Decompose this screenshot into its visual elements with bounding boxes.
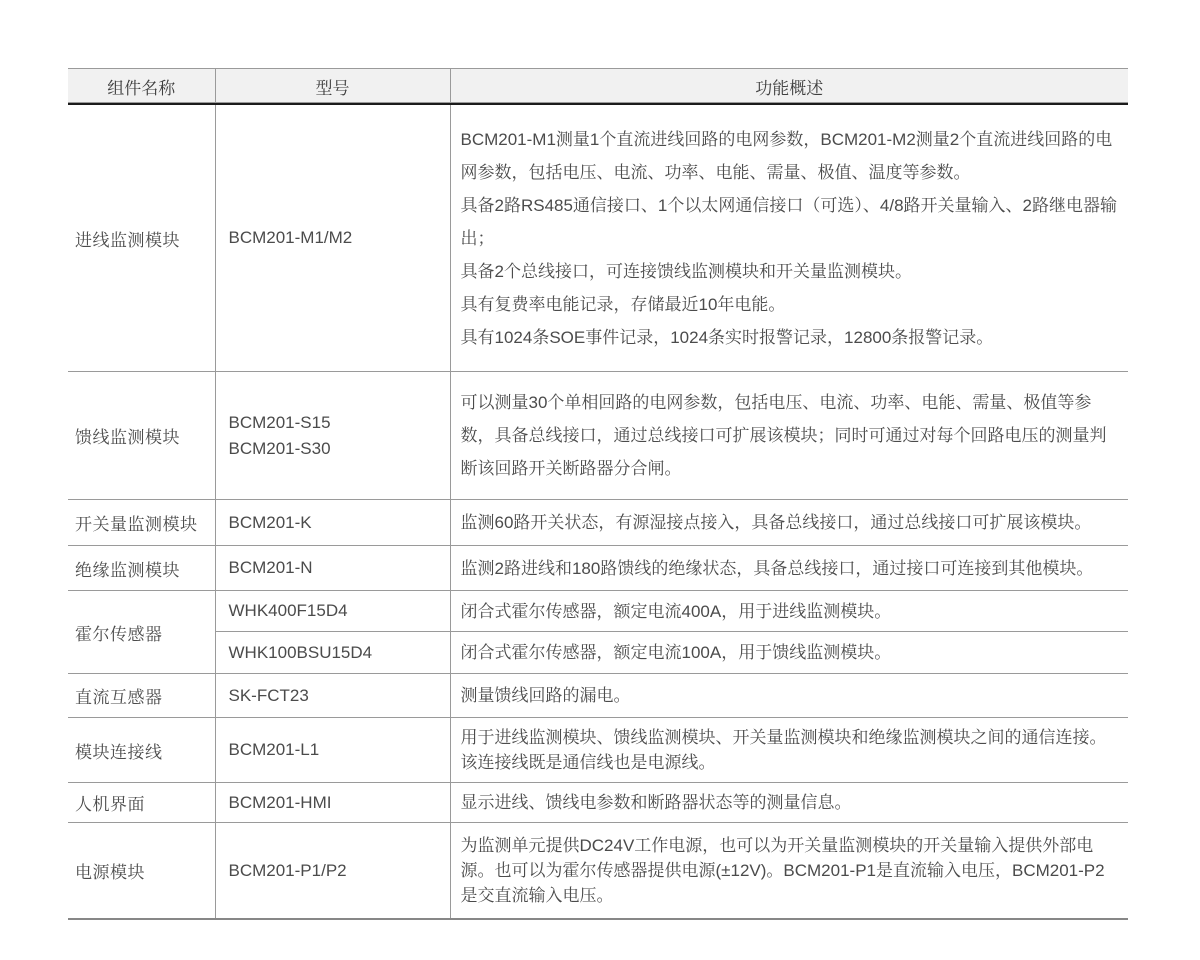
component-name-cell: 电源模块 — [68, 823, 215, 920]
function-cell — [450, 783, 1128, 823]
component-name-cell: 开关量监测模块 — [68, 500, 215, 546]
component-name-cell: 人机界面 — [68, 783, 215, 823]
function-cell — [450, 823, 1128, 920]
header-model: 型号 — [215, 69, 450, 105]
component-name-cell: 霍尔传感器 — [68, 591, 215, 674]
function-paragraph: 测量馈线回路的漏电。 — [460, 686, 631, 705]
function-cell — [450, 104, 1128, 372]
model-cell — [215, 372, 450, 500]
function-paragraph: 监测60路开关状态，有源湿接点接入，具备总线接口，通过总线接口可扩展该模块。 — [460, 513, 1092, 532]
model-line: BCM201-M1/M2 — [228, 228, 353, 247]
model-line: BCM201-L1 — [228, 740, 320, 759]
component-name-cell: 馈线监测模块 — [68, 372, 215, 500]
model-cell — [215, 783, 450, 823]
model-line: BCM201-S30 — [228, 438, 331, 458]
function-cell — [450, 500, 1128, 546]
function-cell — [450, 674, 1128, 718]
table-row-hall-sensor-100a — [68, 632, 1128, 674]
function-paragraph: 闭合式霍尔传感器，额定电流400A，用于进线监测模块。 — [460, 601, 892, 621]
function-paragraph: 闭合式霍尔传感器，额定电流100A，用于馈线监测模块。 — [460, 643, 892, 662]
function-paragraph: 监测2路进线和180路馈线的绝缘状态，具备总线接口，通过接口可连接到其他模块。 — [460, 558, 1094, 578]
model-line: WHK400F15D4 — [228, 601, 348, 620]
function-paragraph: 为监测单元提供DC24V工作电源，也可以为开关量监测模块的开关量输入提供外部电源。也可以为霍尔传感器提供电源(±12V)。BCM201-P1是直流输入电压，BCM201-P2是交直流输入电压。 — [460, 836, 1105, 905]
function-paragraph: 具备2路RS485通信接口、1个以太网通信接口（可选）、4/8路开关量输入、2路继电器输出； — [460, 195, 1117, 248]
model-line: BCM201-N — [228, 558, 313, 577]
model-line: BCM201-HMI — [228, 792, 332, 812]
function-paragraph: 具备2个总线接口，可连接馈线监测模块和开关量监测模块。 — [460, 261, 912, 281]
function-paragraph: 具有复费率电能记录，存储最近10年电能。 — [460, 294, 786, 314]
model-cell — [215, 500, 450, 546]
function-cell — [450, 632, 1128, 674]
component-name-cell: 绝缘监测模块 — [68, 546, 215, 591]
model-line: BCM201-K — [228, 512, 312, 532]
model-cell — [215, 674, 450, 718]
model-cell — [215, 632, 450, 674]
table-row-hmi — [68, 783, 1128, 823]
function-paragraph: BCM201-M1测量1个直流进线回路的电网参数，BCM201-M2测量2个直流进线回路的电网参数，包括电压、电流、功率、电能、需量、极值、温度等参数。 — [460, 129, 1113, 182]
table-row-module-cable — [68, 718, 1128, 783]
model-line: WHK100BSU15D4 — [228, 642, 373, 662]
header-function-overview: 功能概述 — [450, 69, 1128, 105]
header-component-name: 组件名称 — [68, 69, 215, 105]
component-name-cell: 进线监测模块 — [68, 104, 215, 372]
model-cell — [215, 104, 450, 372]
function-paragraph: 显示进线、馈线电参数和断路器状态等的测量信息。 — [460, 793, 852, 812]
function-paragraph: 用于进线监测模块、馈线监测模块、开关量监测模块和绝缘监测模块之间的通信连接。该连接线既是通信线也是电源线。 — [460, 728, 1107, 772]
table-row-inline-monitor — [68, 104, 1128, 372]
function-cell — [450, 591, 1128, 632]
table-row-dc-transformer — [68, 674, 1128, 718]
component-name-cell: 模块连接线 — [68, 718, 215, 783]
model-line: BCM201-S15 — [228, 412, 331, 432]
table-row-switch-monitor — [68, 500, 1128, 546]
component-name-cell: 直流互感器 — [68, 674, 215, 718]
function-paragraph: 具有1024条SOE事件记录，1024条实时报警记录，12800条报警记录。 — [460, 327, 994, 347]
model-cell — [215, 546, 450, 591]
function-cell — [450, 718, 1128, 783]
model-line: BCM201-P1/P2 — [228, 860, 347, 880]
component-spec-table — [68, 68, 1128, 920]
table-row-feeder-monitor — [68, 372, 1128, 500]
table-row-insulation-monitor — [68, 546, 1128, 591]
header-row — [68, 69, 1128, 105]
function-cell — [450, 546, 1128, 591]
model-cell — [215, 718, 450, 783]
table-row-hall-sensor-400a — [68, 591, 1128, 632]
function-cell — [450, 372, 1128, 500]
table-row-power-module — [68, 823, 1128, 920]
model-line: SK-FCT23 — [228, 685, 309, 705]
model-cell — [215, 591, 450, 632]
model-cell — [215, 823, 450, 920]
function-paragraph: 可以测量30个单相回路的电网参数，包括电压、电流、功率、电能、需量、极值等参数，具备总线接口，通过总线接口可扩展该模块；同时可通过对每个回路电压的测量判断该回路开关断路器分合闸。 — [460, 393, 1107, 478]
